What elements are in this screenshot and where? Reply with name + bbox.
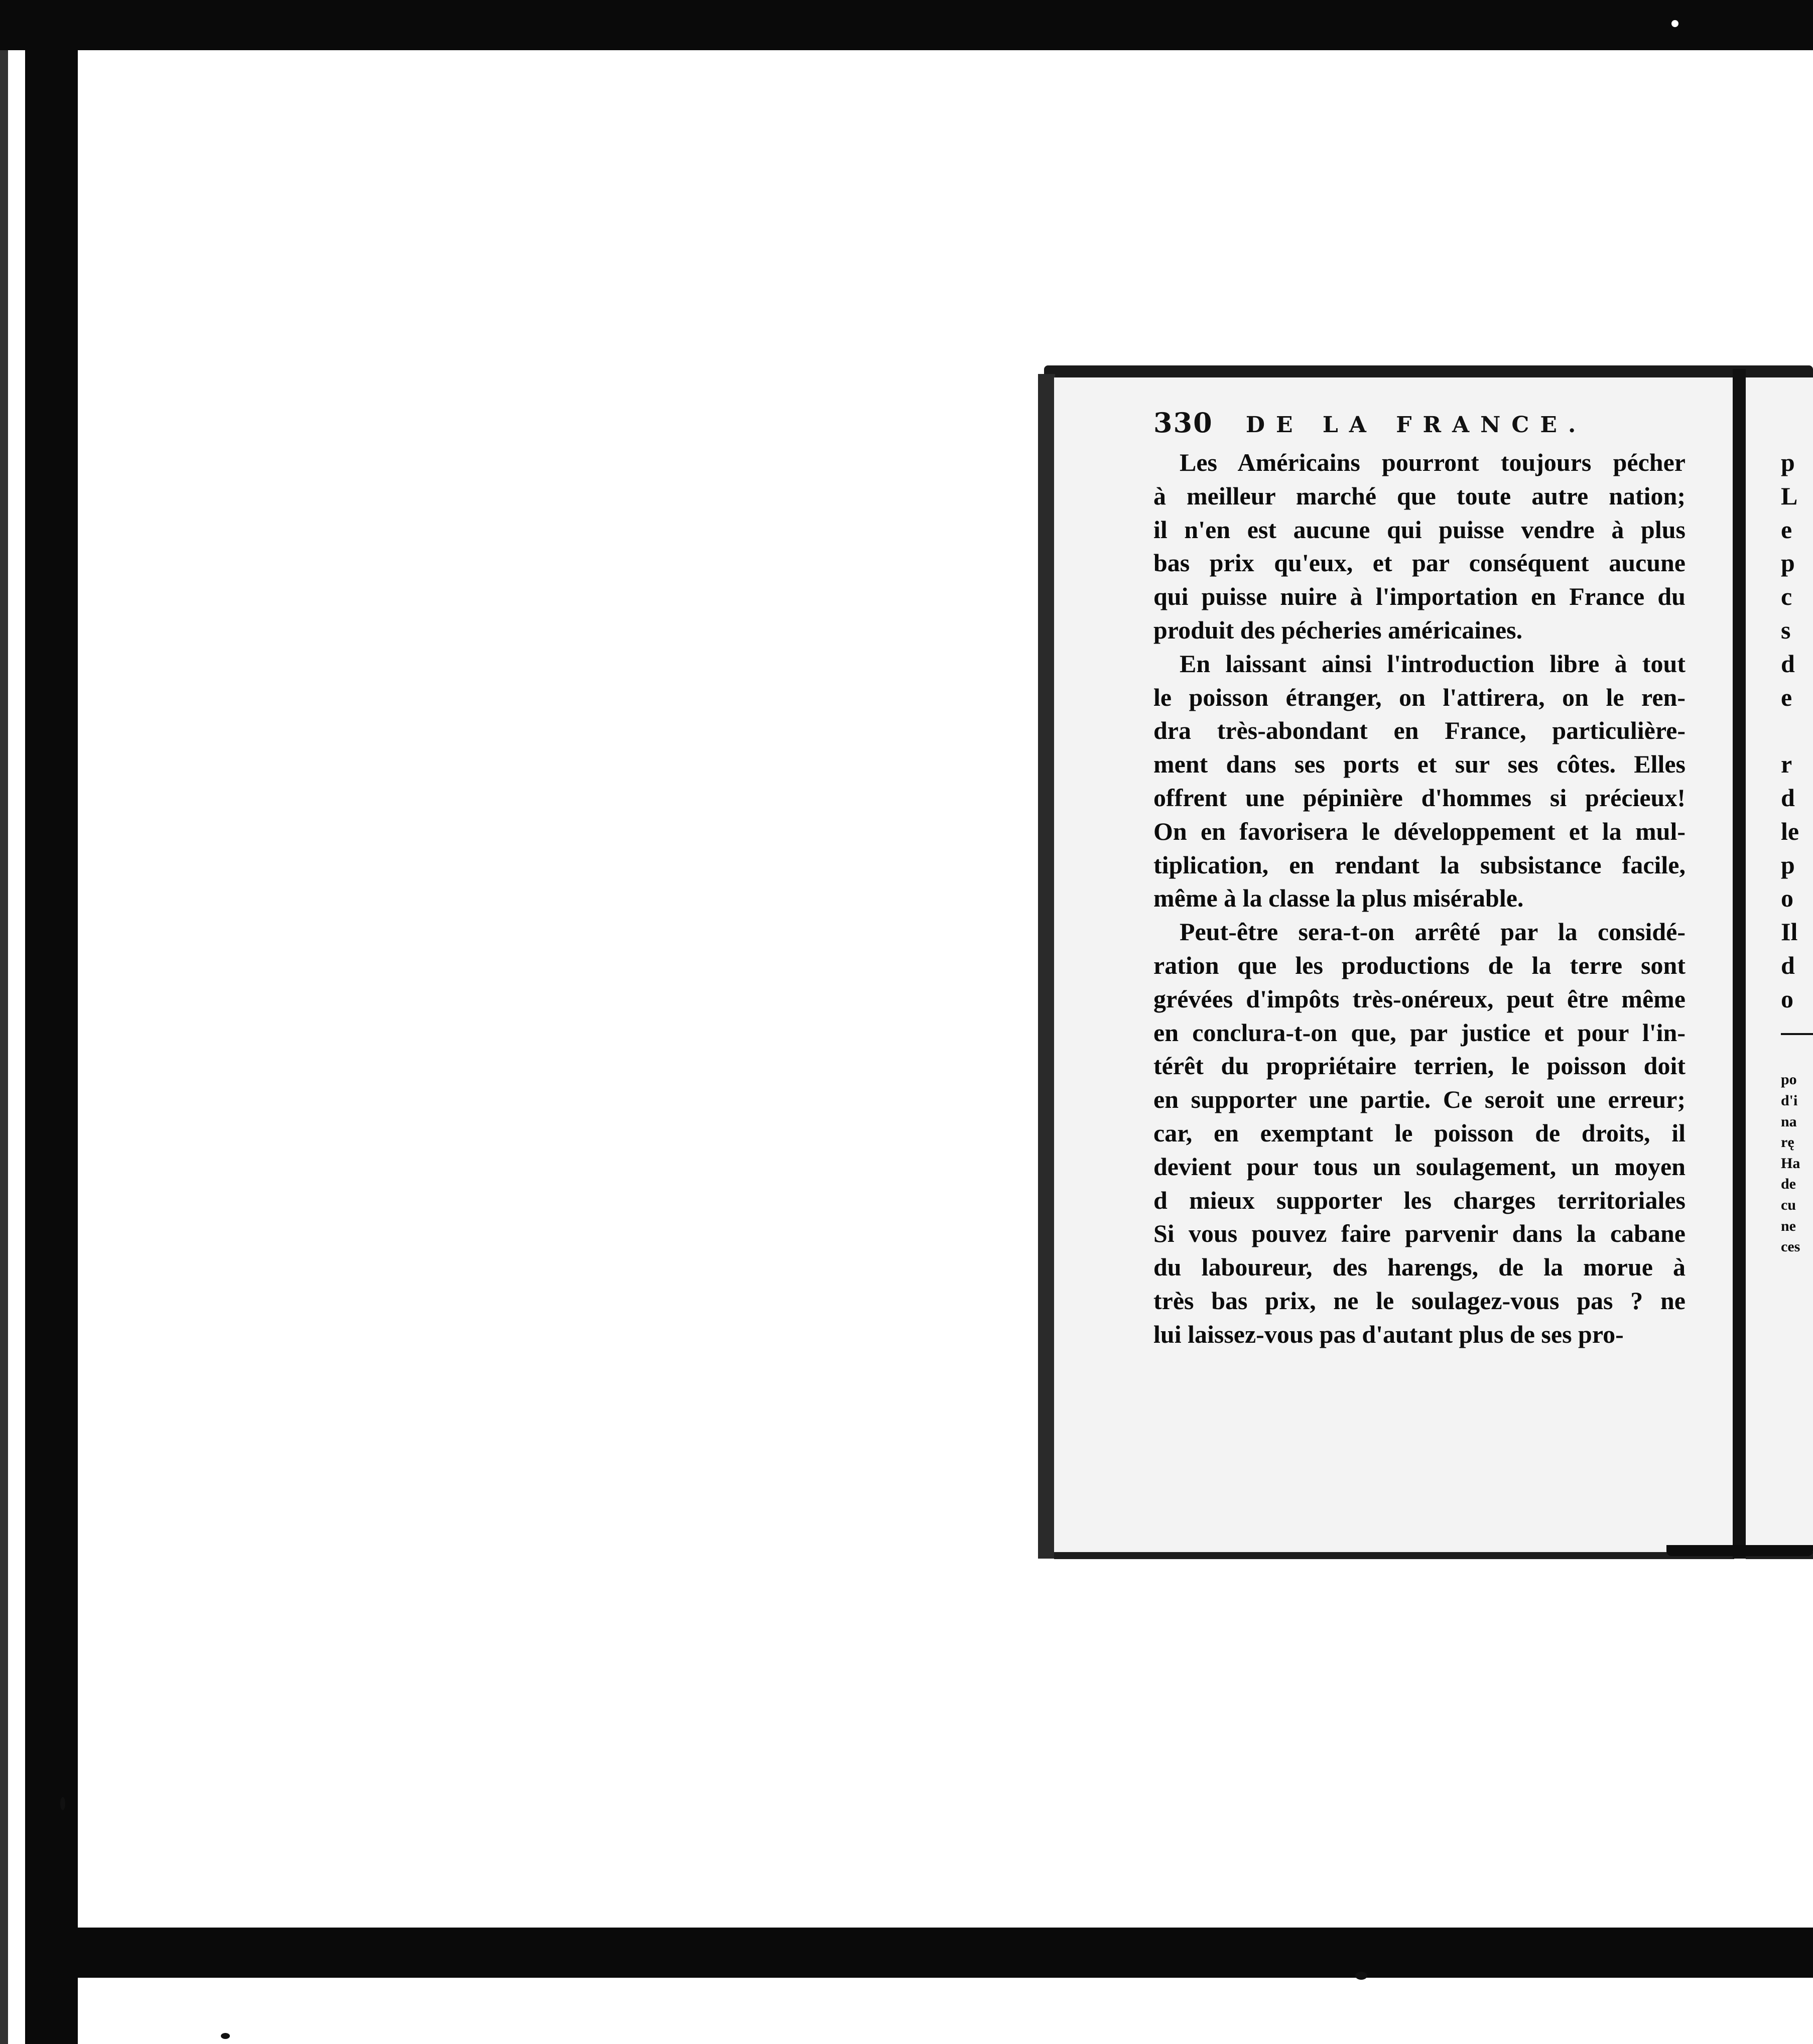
text-line: bas prix qu'eux, et par conséquent aucune [1153,549,1686,577]
scan-speck [60,1797,65,1810]
page-number: 330 [1153,407,1213,439]
right-page-note-fragment: de [1781,1176,1796,1193]
right-page-note-fragment: d'i [1781,1092,1798,1109]
right-page-note-fragment: cu [1781,1196,1796,1213]
text-line: même à la classe la plus misérable. [1153,884,1524,913]
right-page-line-fragment: e [1781,515,1792,544]
text-line: à meilleur marché que toute autre nation; [1153,481,1686,510]
scan-frame-top [0,0,1813,50]
right-page-line-fragment: o [1781,984,1793,1013]
right-page-line-fragment: d [1781,783,1795,812]
right-page-line-fragment: r [1781,750,1792,779]
book-gutter [1733,369,1746,1559]
text-line: Si vous pouvez faire parvenir dans la cabane [1153,1219,1686,1248]
book-edge-top [1044,365,1813,378]
right-page-line-fragment: Il [1781,918,1798,946]
footnote-spacer [1781,1049,1813,1069]
scan-frame-bottom [25,1928,1813,1978]
scan-speck [1671,20,1678,27]
text-line: en supporter une partie. Ce seroit une erreur; [1153,1085,1686,1114]
right-page-line-fragment: le [1781,817,1799,845]
text-line: ration que les productions de la terre sont [1153,951,1686,979]
right-page-line-fragment: p [1781,850,1795,879]
text-line: grévées d'impôts très-onéreux, peut être même [1153,984,1686,1013]
running-title: DE LA FRANCE. [1245,412,1587,438]
book-edge-left [1038,374,1055,1559]
right-page-line-fragment: p [1781,448,1795,476]
right-page-note-fragment: ne [1781,1217,1796,1234]
text-line: car, en exemptant le poisson de droits, il [1153,1118,1686,1147]
scan-frame-edge [0,50,8,2044]
text-line: dra très-abondant en France, particulière- [1153,716,1686,745]
right-page-line-fragment: L [1781,481,1798,510]
right-page-line-fragment: c [1781,582,1792,611]
text-line: le poisson étranger, on l'attirera, on le ren- [1153,683,1686,711]
text-line: Peut-être sera-t-on arrêté par la considé- [1180,918,1686,946]
footnote-rule [1781,1016,1813,1050]
text-line: devient pour tous un soulagement, un moyen [1153,1152,1686,1181]
scan-frame-left [25,45,78,2044]
running-head [1153,407,1587,442]
scan-speck [221,2033,230,2039]
right-page-note-fragment: ces [1781,1238,1800,1255]
right-page-note-fragment: Ha [1781,1155,1800,1172]
right-page-note-fragment: po [1781,1071,1797,1088]
right-page-line-fragment: o [1781,884,1793,913]
text-line: On en favorisera le développement et la mul- [1153,817,1686,845]
right-page-line-fragment: d [1781,951,1795,979]
text-line: du laboureur, des harengs, de la morue à [1153,1253,1686,1282]
text-line: produit des pécheries américaines. [1153,615,1523,644]
text-line: ment dans ses ports et sur ses côtes. Elles [1153,750,1686,779]
text-line: térêt du propriétaire terrien, le poisson doit [1153,1052,1686,1080]
right-page-line-fragment: s [1781,615,1791,644]
text-line: lui laissez-vous pas d'autant plus de ses pro- [1153,1320,1624,1348]
text-line: d mieux supporter les charges territoriales [1153,1186,1686,1214]
text-line: très bas prix, ne le soulagez-vous pas ? ne [1153,1286,1686,1315]
text-line: qui puisse nuire à l'importation en France du [1153,582,1686,611]
right-page-text [1781,446,1813,1257]
right-page-line-fragment: d [1781,649,1795,678]
scan-speck [1355,1972,1367,1980]
text-line: en conclura-t-on que, par justice et pour l'in- [1153,1018,1686,1047]
right-page-line-fragment [1781,714,1813,747]
right-page-note-fragment: na [1781,1113,1797,1130]
text-line: il n'en est aucune qui puisse vendre à plus [1153,515,1686,544]
text-line: tiplication, en rendant la subsistance facile, [1153,850,1686,879]
right-page-line-fragment: e [1781,683,1792,711]
text-line: Les Américains pourront toujours pécher [1180,448,1686,476]
right-page-line-fragment: p [1781,549,1795,577]
body-text [1153,446,1686,1351]
right-page-note-fragment: rę [1781,1134,1794,1151]
text-line: En laissant ainsi l'introduction libre à tout [1180,649,1686,678]
text-line: offrent une pépinière d'hommes si précieux! [1153,783,1686,812]
book-edge-bottom [1666,1545,1813,1556]
